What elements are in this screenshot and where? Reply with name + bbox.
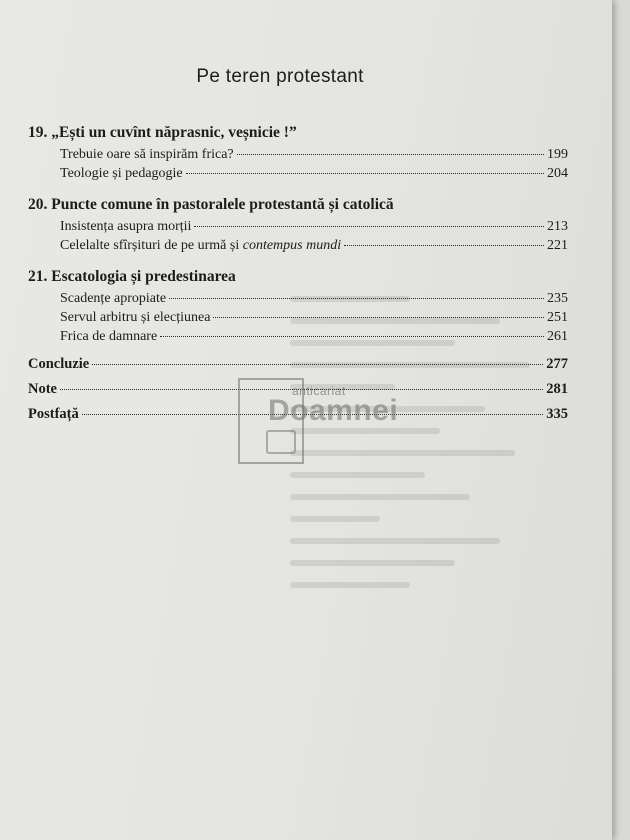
watermark-big-text: Doamnei — [268, 394, 399, 427]
entry-label: Frica de damnare — [60, 329, 158, 344]
entry-label: Postfață — [28, 406, 79, 422]
entry-page-number: 261 — [547, 329, 568, 344]
toc-entry[interactable] — [28, 236, 568, 255]
dot-leader — [186, 173, 544, 174]
toc-entry[interactable] — [28, 145, 568, 164]
book-icon — [266, 430, 296, 454]
entry-page-number: 221 — [547, 238, 568, 253]
entry-label-text: Celelalte sfîrșituri de pe urmă și — [60, 238, 243, 253]
entry-page-number: 213 — [547, 219, 568, 234]
dot-leader — [213, 317, 544, 318]
toc-entry[interactable] — [28, 327, 568, 346]
entry-label: Concluzie — [28, 356, 90, 372]
dot-leader — [194, 226, 544, 227]
entry-label: Servul arbitru și elecțiunea — [60, 310, 211, 325]
entry-label — [60, 236, 341, 255]
section-title: Pe teren protestant — [196, 66, 364, 87]
toc-entry[interactable] — [28, 289, 568, 308]
entry-page-number: 277 — [546, 356, 568, 372]
entry-label: Scadențe apropiate — [60, 291, 167, 306]
chapter-heading-19: 19. „Ești un cuvînt năprasnic, veșnicie !” — [28, 124, 297, 141]
entry-page-number: 199 — [547, 147, 568, 162]
dot-leader — [237, 154, 544, 155]
dot-leader — [344, 245, 544, 246]
entry-page-number: 204 — [547, 166, 568, 181]
dot-leader — [169, 298, 544, 299]
entry-page-number: 235 — [547, 291, 568, 306]
watermark-small-text: anticariat — [292, 384, 346, 398]
chapter-heading-20: 20. Puncte comune în pastoralele protestantă și catolică — [28, 196, 394, 213]
entry-page-number: 251 — [547, 310, 568, 325]
dot-leader — [92, 364, 543, 365]
toc-entry[interactable] — [28, 217, 568, 236]
entry-page-number: 335 — [546, 406, 568, 422]
entry-page-number: 281 — [546, 381, 568, 397]
entry-label: Insistența asupra morții — [60, 219, 192, 234]
entry-label-italic: contempus mundi — [242, 238, 342, 253]
entry-label: Note — [28, 381, 57, 397]
dot-leader — [160, 336, 544, 337]
entry-label: Trebuie oare să inspirăm frica? — [60, 147, 234, 162]
toc-entry[interactable] — [28, 164, 568, 183]
toc-entry-conclusion[interactable] — [28, 352, 568, 377]
toc-entry[interactable] — [28, 308, 568, 327]
entry-label: Teologie și pedagogie — [60, 166, 183, 181]
chapter-heading-21: 21. Escatologia și predestinarea — [28, 268, 236, 285]
